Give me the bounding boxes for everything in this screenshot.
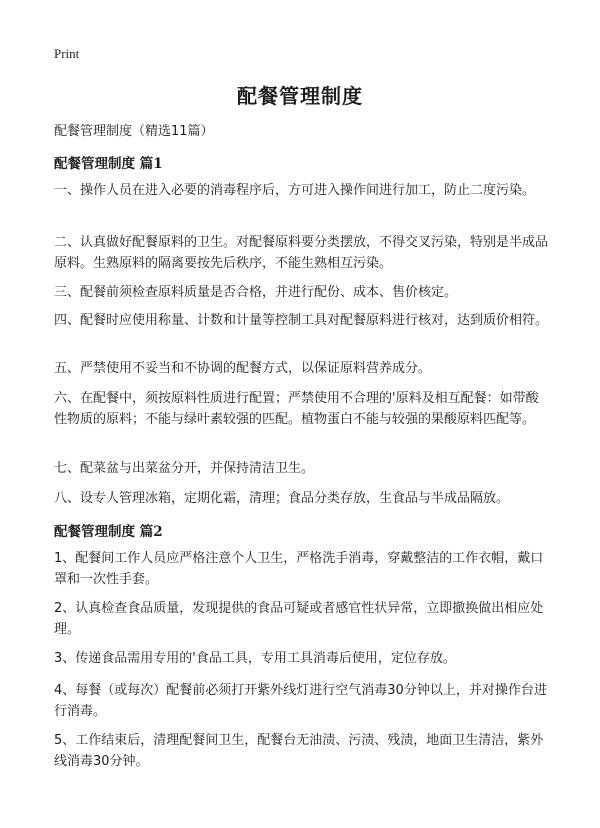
document-subtitle: 配餐管理制度（精选11篇） <box>54 124 214 139</box>
paragraph: 5、工作结束后，清理配餐间卫生，配餐台无油渍、污渍、残渍，地面卫生清洁，紫外线消毒30分钟。 <box>54 733 544 769</box>
paragraph: 2、认真检查食品质量，发现提供的食品可疑或者感官性状异常，立即撤换做出相应处理。 <box>54 601 544 637</box>
page-title: 配餐管理制度 <box>237 84 363 108</box>
paragraph: 七、配菜盆与出菜盆分开，并保持清洁卫生。 <box>54 461 315 476</box>
paragraph: 六、在配餐中，须按原料性质进行配置；严禁使用不合理的'原料及相互配餐：如带酸性物质的原料；不能与绿叶素较强的匹配。植物蛋白不能与较强的果酸原料匹配等。 <box>54 391 539 427</box>
paragraph: 八、设专人管理冰箱，定期化霜，清理；食品分类存放，生食品与半成品隔放。 <box>54 491 510 506</box>
paragraph: 二、认真做好配餐原料的卫生。对配餐原料要分类摆放，不得交叉污染，特别是半成品原料。生熟原料的隔离要按先后秩序，不能生熟相互污染。 <box>54 235 549 271</box>
paragraph: 三、配餐前须检查原料质量是否合格，并进行配份、成本、售价核定。 <box>54 285 458 300</box>
section-heading: 配餐管理制度 篇2 <box>54 524 163 540</box>
section-heading: 配餐管理制度 篇1 <box>54 156 163 172</box>
paragraph: 五、严禁使用不妥当和不协调的配餐方式，以保证原料营养成分。 <box>54 361 432 376</box>
paragraph: 四、配餐时应使用称量、计数和计量等控制工具对配餐原料进行核对，达到质价相符。 <box>54 313 549 328</box>
print-link[interactable]: Print <box>54 46 80 61</box>
paragraph: 4、每餐（或每次）配餐前必须打开紫外线灯进行空气消毒30分钟以上，并对操作台进行消毒。 <box>54 683 547 719</box>
paragraph: 3、传递食品需用专用的'食品工具，专用工具消毒后使用，定位存放。 <box>54 651 456 666</box>
paragraph: 1、配餐间工作人员应严格注意个人卫生，严格洗手消毒，穿戴整洁的工作衣帽，戴口罩和一次性手套。 <box>54 551 544 587</box>
paragraph: 一、操作人员在进入必要的消毒程序后，方可进入操作间进行加工，防止二度污染。 <box>54 183 536 198</box>
